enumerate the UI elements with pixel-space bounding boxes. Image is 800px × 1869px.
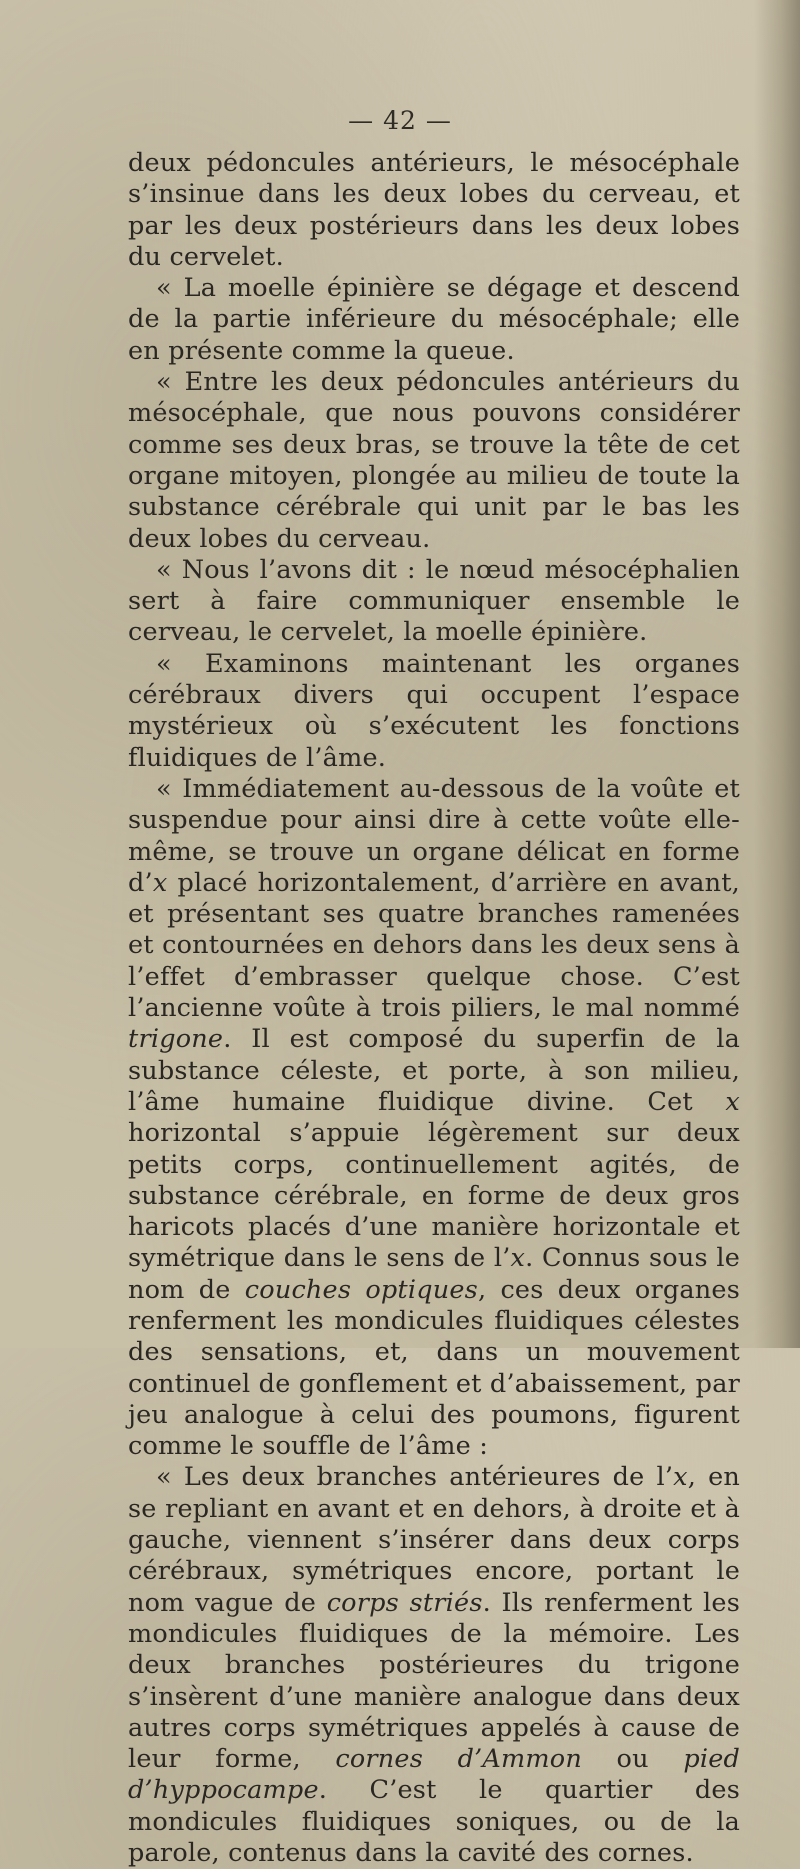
italic-term: cornes d’Ammon xyxy=(335,1744,582,1775)
text-run: « Immédiatement au-dessous de la voûte et suspendue pour ainsi dire à cette voûte elle-même, se trouve un organe délicat en forme d’ xyxy=(128,773,740,898)
paragraph xyxy=(128,774,740,1463)
text-run: . C’est le quartier des mondicules fluidiques soniques, ou de la parole, contenus dans la cavité des cornes. xyxy=(128,1775,740,1869)
italic-term: trigone xyxy=(128,1024,224,1055)
body-text xyxy=(128,148,740,1869)
paragraph xyxy=(128,148,740,273)
italic-term: couches optiques xyxy=(244,1274,478,1305)
text-run: « Nous l’avons dit : le nœud mésocéphalien sert à faire communiquer ensemble le cerveau, le cervelet, la moelle épinière. xyxy=(128,554,740,648)
text-run: . Il est composé du superfin de la substance céleste, et porte, à son milieu, l’âme humaine fluidique divine. Cet xyxy=(128,1024,740,1117)
paragraph xyxy=(128,273,740,367)
text-run: « La moelle épinière se dégage et descend de la partie inférieure du mésocéphale; elle en présente comme la queue. xyxy=(128,273,740,366)
page-number: — 42 — xyxy=(348,106,452,135)
paragraph xyxy=(128,367,740,555)
paragraph xyxy=(128,555,740,649)
italic-term: x xyxy=(725,1086,740,1117)
text-run: . Ils renferment les mondicules fluidiques de la mémoire. Les deux branches postérieures du trigone s’insèrent d’une manière analogue dans deux autres corps symétriques appelés à cause de leur forme, xyxy=(128,1587,740,1775)
text-run: « Examinons maintenant les organes cérébraux divers qui occupent l’espace mystérieux où s’exécutent les fonctions fluidiques de l’âme. xyxy=(128,648,740,773)
text-run: « Les deux branches antérieures de l’ xyxy=(156,1462,674,1493)
page-edge-shadow xyxy=(754,0,800,1348)
text-run: placé horizontalement, d’arrière en avant, et présentant ses quatre branches ramenées et contournées en dehors dans les deux sens à l’effet d’embrasser quelque chose. C’est l’ancienne voûte à trois piliers, le mal nommé xyxy=(128,867,740,1024)
italic-term: pied d’hyppocampe xyxy=(128,1744,741,1806)
text-run: ou xyxy=(581,1744,684,1775)
text-run: , en se repliant en avant et en dehors, à droite et à gauche, viennent s’insérer dans deux corps cérébraux, symétriques encore, portant le nom vague de xyxy=(128,1462,740,1618)
italic-term: corps striés xyxy=(326,1587,483,1618)
italic-term: x xyxy=(673,1462,688,1493)
text-run: deux pédoncules antérieurs, le mésocéphale s’insinue dans les deux lobes du cerveau, et par les deux postérieurs dans les deux lobes du cervelet. xyxy=(128,148,740,272)
text-run: . Connus sous le nom de xyxy=(128,1243,740,1305)
text-run: horizontal s’appuie légèrement sur deux petits corps, continuellement agités, de substance cérébrale, en forme de deux gros haricots placés d’une manière horizontale et symétrique dans le sens de l’ xyxy=(128,1118,740,1274)
text-run: « Entre les deux pédoncules antérieurs du mésocéphale, que nous pouvons considérer comme ses deux bras, se trouve la tête de cet organe mitoyen, plongée au milieu de toute la substance cérébrale qui unit par le bas les deux lobes du cerveau. xyxy=(128,367,740,554)
paragraph xyxy=(128,1462,740,1869)
paragraph xyxy=(128,649,740,774)
italic-term: x xyxy=(152,867,168,898)
italic-term: x xyxy=(510,1243,526,1274)
text-run: , ces deux organes renferment les mondicules fluidiques célestes des sensations, et, dans un mouvement continuel de gonflement et d’abaissement, par jeu analogue à celui des poumons, figurent comme le souffle de l’âme : xyxy=(128,1274,741,1462)
